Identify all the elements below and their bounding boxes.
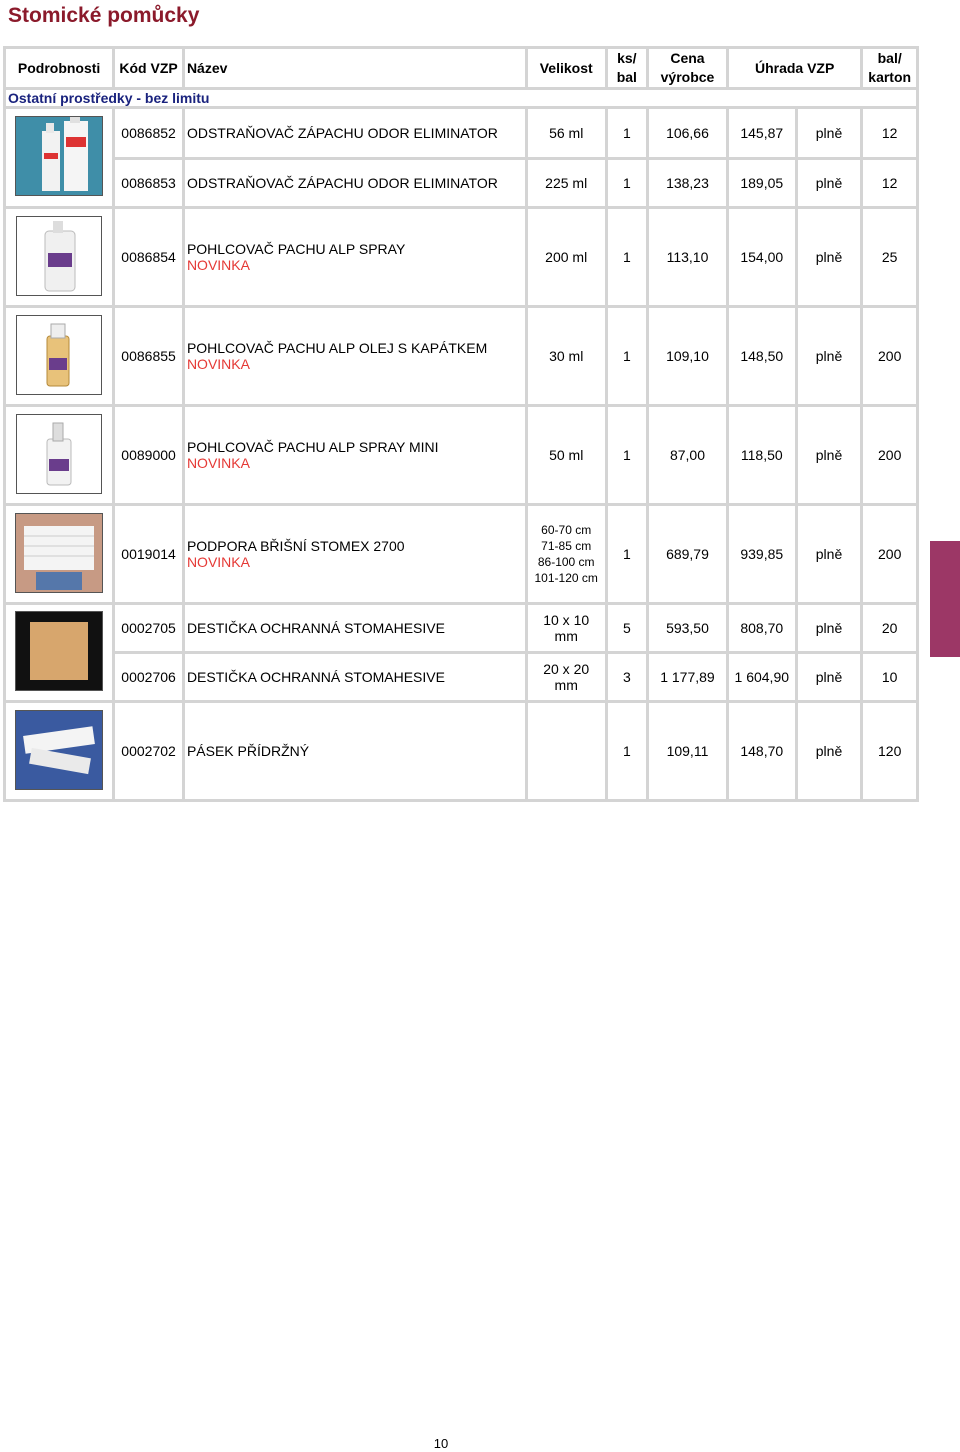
cell-size: 56 ml — [528, 109, 605, 157]
header-price: Cena výrobce — [649, 49, 726, 87]
header-reimbursement: Úhrada VZP — [729, 49, 860, 87]
cell-code: 0019014 — [115, 506, 182, 602]
alp-oil-image — [16, 315, 102, 395]
table-row — [6, 308, 916, 404]
cell-name — [185, 209, 525, 305]
cell-size: 50 ml — [528, 407, 605, 503]
cell-size: 10 x 10 mm — [528, 605, 605, 651]
section-row — [6, 90, 916, 106]
product-name: PODPORA BŘIŠNÍ STOMEX 2700 — [186, 538, 405, 554]
table-row — [6, 109, 916, 157]
product-image-cell — [6, 703, 112, 799]
product-table — [3, 46, 919, 802]
cell-cover: plně — [798, 109, 861, 157]
cell-ks: 3 — [608, 654, 646, 700]
header-detail: Podrobnosti — [6, 49, 112, 87]
table-row — [6, 407, 916, 503]
cell-reimb: 154,00 — [729, 209, 795, 305]
product-name: DESTIČKA OCHRANNÁ STOMAHESIVE — [186, 620, 445, 636]
product-image-cell — [6, 506, 112, 602]
cell-reimb: 189,05 — [729, 160, 795, 206]
product-name: PÁSEK PŘÍDRŽNÝ — [186, 743, 310, 759]
product-name: ODSTRAŇOVAČ ZÁPACHU ODOR ELIMINATOR — [186, 175, 498, 191]
cell-size: 225 ml — [528, 160, 605, 206]
cell-box: 200 — [863, 506, 916, 602]
cell-size: 20 x 20 mm — [528, 654, 605, 700]
product-image-cell — [6, 407, 112, 503]
product-image-cell — [6, 308, 112, 404]
cell-code: 0002706 — [115, 654, 182, 700]
header-code: Kód VZP — [115, 49, 182, 87]
cell-size: 30 ml — [528, 308, 605, 404]
cell-price: 106,66 — [649, 109, 726, 157]
cell-cover: plně — [798, 506, 861, 602]
size-option: 101-120 cm — [534, 571, 598, 585]
cell-box: 200 — [863, 308, 916, 404]
cell-box: 12 — [863, 109, 916, 157]
cell-box: 200 — [863, 407, 916, 503]
product-image-cell — [6, 109, 112, 206]
table-row — [6, 605, 916, 651]
page-number: 10 — [433, 1436, 449, 1451]
cell-ks: 1 — [608, 109, 646, 157]
cell-name — [185, 605, 525, 651]
cell-ks: 1 — [608, 308, 646, 404]
cell-name — [185, 160, 525, 206]
size-option: 60-70 cm — [541, 523, 592, 537]
table-row — [6, 209, 916, 305]
cell-price: 109,10 — [649, 308, 726, 404]
alp-spray-image — [16, 216, 102, 296]
product-image-cell — [6, 605, 112, 700]
cell-name — [185, 308, 525, 404]
cell-name — [185, 703, 525, 799]
product-name: DESTIČKA OCHRANNÁ STOMAHESIVE — [186, 669, 445, 685]
cell-name — [185, 654, 525, 700]
cell-price: 1 177,89 — [649, 654, 726, 700]
product-name: POHLCOVAČ PACHU ALP OLEJ S KAPÁTKEM — [186, 340, 488, 356]
cell-code: 0086854 — [115, 209, 182, 305]
cell-code: 0086855 — [115, 308, 182, 404]
cell-size — [528, 506, 605, 602]
cell-ks: 1 — [608, 506, 646, 602]
cell-box: 25 — [863, 209, 916, 305]
table-row — [6, 703, 916, 799]
cell-reimb: 118,50 — [729, 407, 795, 503]
cell-reimb: 148,70 — [729, 703, 795, 799]
section-label: Ostatní prostředky - bez limitu — [6, 90, 916, 106]
cell-code: 0086852 — [115, 109, 182, 157]
cell-reimb: 145,87 — [729, 109, 795, 157]
size-option: 86-100 cm — [537, 555, 595, 569]
cell-reimb: 1 604,90 — [729, 654, 795, 700]
cell-cover: plně — [798, 209, 861, 305]
cell-box: 12 — [863, 160, 916, 206]
novinka-badge: NOVINKA — [186, 257, 250, 273]
alp-spray-mini-image — [16, 414, 102, 494]
cell-price: 109,11 — [649, 703, 726, 799]
cell-reimb: 808,70 — [729, 605, 795, 651]
cell-ks: 1 — [608, 209, 646, 305]
header-name: Název — [185, 49, 525, 87]
novinka-badge: NOVINKA — [186, 455, 250, 471]
table-row — [6, 506, 916, 602]
cell-code: 0086853 — [115, 160, 182, 206]
cell-name — [185, 407, 525, 503]
cell-name — [185, 506, 525, 602]
cell-reimb: 939,85 — [729, 506, 795, 602]
cell-box: 20 — [863, 605, 916, 651]
product-name: POHLCOVAČ PACHU ALP SPRAY — [186, 241, 406, 257]
cell-code: 0002705 — [115, 605, 182, 651]
cell-ks: 1 — [608, 703, 646, 799]
table-row — [6, 654, 916, 700]
novinka-badge: NOVINKA — [186, 356, 250, 372]
cell-size — [528, 703, 605, 799]
cell-cover: plně — [798, 308, 861, 404]
size-option: 71-85 cm — [541, 539, 592, 553]
product-image-cell — [6, 209, 112, 305]
cell-cover: plně — [798, 407, 861, 503]
spray-bottles-image — [15, 116, 103, 196]
cell-cover: plně — [798, 703, 861, 799]
product-name: ODSTRAŇOVAČ ZÁPACHU ODOR ELIMINATOR — [186, 125, 498, 141]
cell-reimb: 148,50 — [729, 308, 795, 404]
header-box: bal/ karton — [863, 49, 916, 87]
cell-cover: plně — [798, 654, 861, 700]
header-ks: ks/ bal — [608, 49, 646, 87]
cell-size: 200 ml — [528, 209, 605, 305]
cell-name — [185, 109, 525, 157]
cell-price: 689,79 — [649, 506, 726, 602]
cell-price: 593,50 — [649, 605, 726, 651]
table-header — [6, 49, 916, 87]
cell-price: 113,10 — [649, 209, 726, 305]
cell-cover: plně — [798, 160, 861, 206]
cell-code: 0002702 — [115, 703, 182, 799]
cell-code: 0089000 — [115, 407, 182, 503]
cell-box: 120 — [863, 703, 916, 799]
abdominal-belt-image — [15, 513, 103, 593]
cell-price: 138,23 — [649, 160, 726, 206]
cell-box: 10 — [863, 654, 916, 700]
cell-ks: 1 — [608, 407, 646, 503]
novinka-badge: NOVINKA — [186, 554, 250, 570]
cell-ks: 5 — [608, 605, 646, 651]
cell-price: 87,00 — [649, 407, 726, 503]
table-row — [6, 160, 916, 206]
holding-belt-image — [15, 710, 103, 790]
page-title: Stomické pomůcky — [8, 4, 200, 27]
protective-wafer-image — [15, 611, 103, 691]
header-size: Velikost — [528, 49, 605, 87]
cell-ks: 1 — [608, 160, 646, 206]
side-tab-marker — [930, 541, 960, 657]
product-name: POHLCOVAČ PACHU ALP SPRAY MINI — [186, 439, 439, 455]
cell-cover: plně — [798, 605, 861, 651]
